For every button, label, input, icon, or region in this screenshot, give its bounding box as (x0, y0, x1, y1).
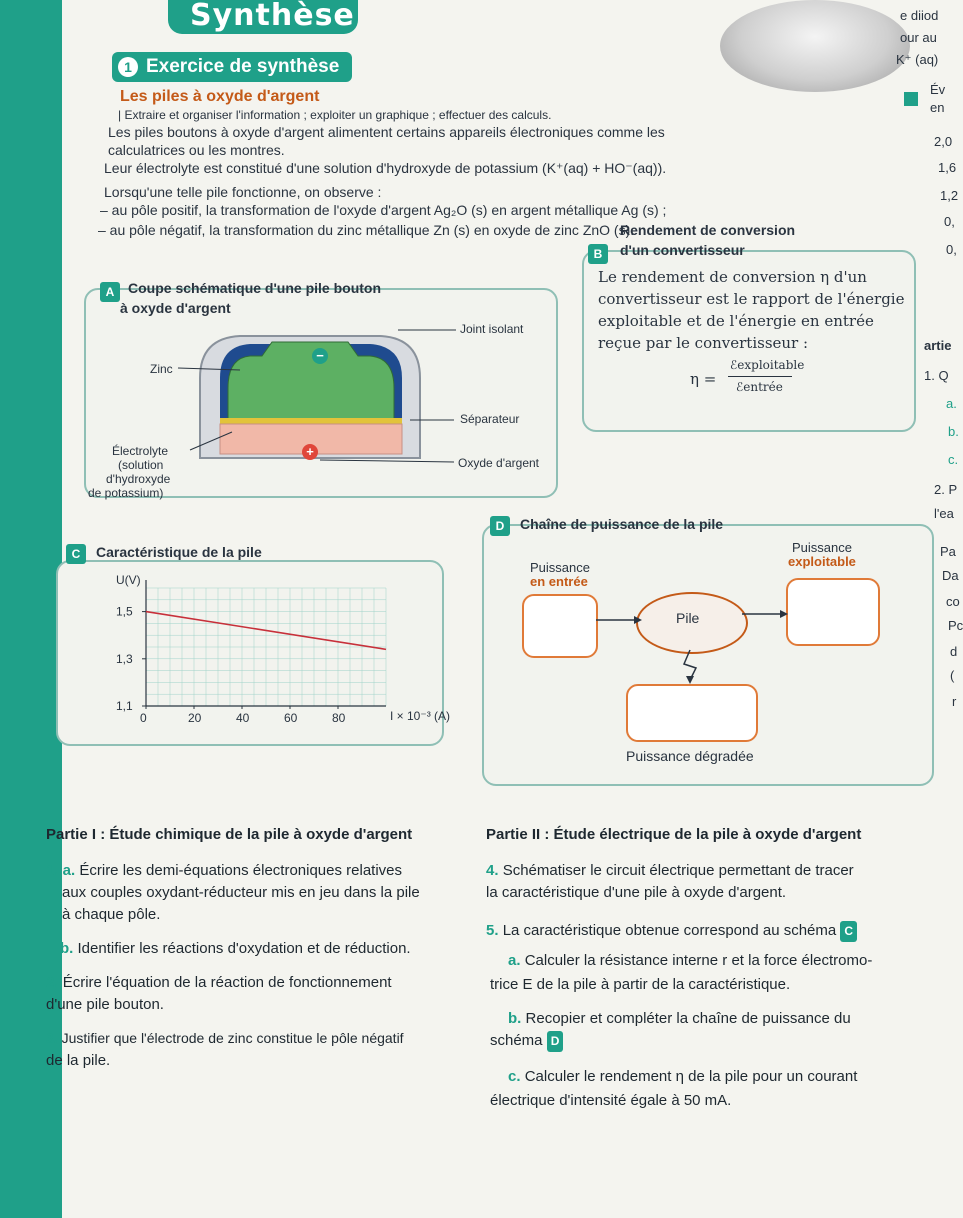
output-power-label-2: exploitable (788, 554, 856, 569)
question-number: c. (508, 1068, 521, 1085)
document-a-title-2: à oxyde d'argent (120, 300, 231, 316)
x-tick-label: 0 (140, 711, 147, 725)
y-tick-label: 1,1 (116, 699, 133, 713)
edge-text: 1,6 (938, 160, 957, 175)
question-number: 5. (486, 922, 499, 939)
x-tick-label: 80 (332, 711, 346, 725)
edge-text: r (952, 694, 957, 709)
edge-text: 0, (946, 242, 957, 257)
question-text: Calculer la résistance interne r et la force électromo- (524, 952, 873, 969)
label-electrolyte: Électrolyte (112, 444, 169, 458)
question-2 (46, 972, 392, 993)
reference-tag-c: C (840, 921, 857, 942)
question-text: Schématiser le circuit électrique permettant de tracer (502, 862, 854, 879)
x-axis-label: I × 10⁻³ (A) (390, 709, 451, 723)
question-3 (46, 1028, 404, 1049)
intro-line: Leur électrolyte est constitué d'une solution d'hydroxyde de potassium (K⁺(aq) + HO⁻(aq)). (104, 160, 667, 176)
edge-text: Év (930, 82, 946, 97)
input-power-label: Puissance (530, 560, 590, 575)
question-text: Justifier que l'électrode de zinc constitue le pôle négatif (61, 1030, 404, 1046)
question-text: trice E de la pile à partir de la caractéristique. (490, 976, 791, 993)
question-number: 1. a. (46, 862, 76, 879)
question-text: électrique d'intensité égale à 50 mA. (490, 1092, 732, 1109)
edge-text: 1,2 (940, 188, 959, 203)
question-text: schéma (490, 1032, 543, 1049)
question-5c (508, 1066, 857, 1087)
document-b-text: convertisseur est le rapport de l'énergie (598, 290, 905, 308)
chart-ticks (116, 605, 346, 725)
question-text: Recopier et compléter la chaîne de puissance du (525, 1010, 851, 1027)
formula-fraction-bar (728, 376, 792, 377)
edge-text: 0, (944, 214, 955, 229)
document-b-title: Rendement de conversion (620, 222, 796, 238)
label-electrolyte-3: d'hydroxyde (106, 472, 171, 486)
question-text: aux couples oxydant-réducteur mis en jeu dans la pile (62, 884, 420, 901)
exercise-subtitle: Les piles à oxyde d'argent (120, 88, 320, 105)
document-a-title: Coupe schématique d'une pile bouton (128, 280, 382, 296)
question-5b-line2 (490, 1030, 563, 1052)
question-text: La caractéristique obtenue correspond au schéma (502, 922, 837, 939)
question-text: de la pile. (46, 1052, 111, 1069)
document-b-text: reçue par le convertisseur : (598, 334, 809, 352)
edge-text: ( (950, 668, 955, 683)
document-b-text: exploitable et de l'énergie en entrée (598, 312, 874, 330)
edge-text: 2. P (934, 482, 958, 497)
edge-text: K⁺ (aq) (896, 52, 939, 67)
question-1a (46, 860, 466, 881)
output-power-label: Puissance (792, 540, 852, 555)
edge-text: our au (900, 30, 937, 45)
formula-denominator: ℰentrée (736, 380, 783, 394)
question-number: b. (60, 940, 74, 957)
intro-line: Les piles boutons à oxyde d'argent alimentent certains appareils électroniques comme les (108, 124, 665, 140)
question-text: Identifier les réactions d'oxydation et de réduction. (77, 940, 411, 957)
y-tick-label: 1,5 (116, 604, 133, 619)
edge-text: l'ea (934, 506, 954, 521)
exercise-title: Exercice de synthèse (146, 56, 340, 77)
edge-text: 1. Q (924, 368, 949, 383)
edge-text: co (946, 594, 960, 609)
intro-line: calculatrices ou les montres. (108, 142, 285, 158)
intro-line: Lorsqu'une telle pile fonctionne, on observe : (104, 184, 382, 200)
exercise-skills-note: | Extraire et organiser l'information ; exploiter un graphique ; effectuer des calculs. (118, 108, 552, 122)
question-1b (60, 938, 411, 959)
label-electrolyte-2: (solution (118, 458, 164, 472)
edge-text: d (950, 644, 958, 659)
input-power-label-2: en entrée (530, 574, 588, 589)
negative-terminal-icon: − (312, 348, 328, 364)
x-tick-label: 40 (236, 711, 250, 725)
exercise-number: 1 (118, 57, 138, 77)
document-d-title: Chaîne de puissance de la pile (520, 516, 724, 532)
y-tick-label: 1,3 (116, 651, 133, 666)
edge-text: artie (924, 338, 952, 353)
question-4 (486, 860, 946, 881)
part-1-title: Partie I : Étude chimique de la pile à oxyde d'argent (46, 826, 413, 843)
question-text: Écrire les demi-équations électroniques relatives (79, 862, 403, 879)
page-title: Synthèse (190, 0, 355, 33)
reference-tag-d: D (547, 1031, 564, 1052)
label-oxyde-argent: Oxyde d'argent (458, 456, 540, 470)
question-text: à chaque pôle. (62, 906, 161, 923)
question-5b (508, 1008, 851, 1029)
characteristic-chart (100, 572, 451, 732)
question-text: Calculer le rendement η de la pile pour un courant (524, 1068, 858, 1085)
edge-text: a. (946, 396, 957, 411)
intro-line: – au pôle négatif, la transformation du zinc métallique Zn (s) en oxyde de zinc ZnO (s). (98, 222, 635, 238)
label-zinc: Zinc (150, 362, 173, 376)
document-c-title: Caractéristique de la pile (96, 544, 262, 560)
document-c-tag: C (66, 544, 86, 564)
label-joint-isolant: Joint isolant (460, 322, 524, 336)
formula-numerator: ℰexploitable (730, 358, 805, 372)
question-5 (486, 920, 857, 942)
y-axis-label: U(V) (116, 573, 141, 587)
part-2-title: Partie II : Étude électrique de la pile à oxyde d'argent (486, 826, 862, 843)
document-d-tag: D (490, 516, 510, 536)
question-text: la caractéristique d'une pile à oxyde d'argent. (486, 884, 787, 901)
button-battery-photo (720, 0, 910, 92)
edge-text: b. (948, 424, 959, 439)
chart-grid (146, 588, 386, 706)
question-number: a. (508, 952, 521, 969)
question-5a (508, 950, 872, 971)
edge-text: e diiod (900, 8, 939, 23)
edge-text: en (930, 100, 945, 115)
edge-text: Pa (940, 544, 956, 559)
document-b-tag: B (588, 244, 608, 264)
positive-terminal-icon: + (302, 444, 318, 460)
label-separateur: Séparateur (460, 412, 520, 426)
question-number: 4. (486, 862, 499, 879)
formula-eta: η = (690, 370, 717, 388)
edge-text: Pc (948, 618, 963, 633)
intro-line: – au pôle positif, la transformation de l'oxyde d'argent Ag₂O (s) en argent métallique Ag (s) ; (100, 202, 667, 218)
edge-tag (904, 92, 918, 106)
chart-axes (116, 573, 450, 723)
pile-label: Pile (676, 610, 700, 626)
edge-text: Da (942, 568, 959, 583)
x-tick-label: 20 (188, 711, 202, 725)
document-b-title-2: d'un convertisseur (620, 242, 745, 258)
question-text: Écrire l'équation de la réaction de fonctionnement (62, 974, 392, 991)
question-number: b. (508, 1010, 522, 1027)
edge-text: c. (948, 452, 959, 467)
document-a-tag: A (100, 282, 120, 302)
x-tick-label: 60 (284, 711, 298, 725)
label-electrolyte-4: de potassium) (88, 486, 164, 500)
question-number: 2. (46, 974, 59, 991)
question-number: 3. (46, 1030, 58, 1046)
power-chain-arrows (480, 560, 900, 700)
edge-text: 2,0 (934, 134, 953, 149)
document-b-text: Le rendement de conversion η d'un (598, 268, 867, 286)
degraded-power-label: Puissance dégradée (626, 748, 754, 764)
question-text: d'une pile bouton. (46, 996, 164, 1013)
